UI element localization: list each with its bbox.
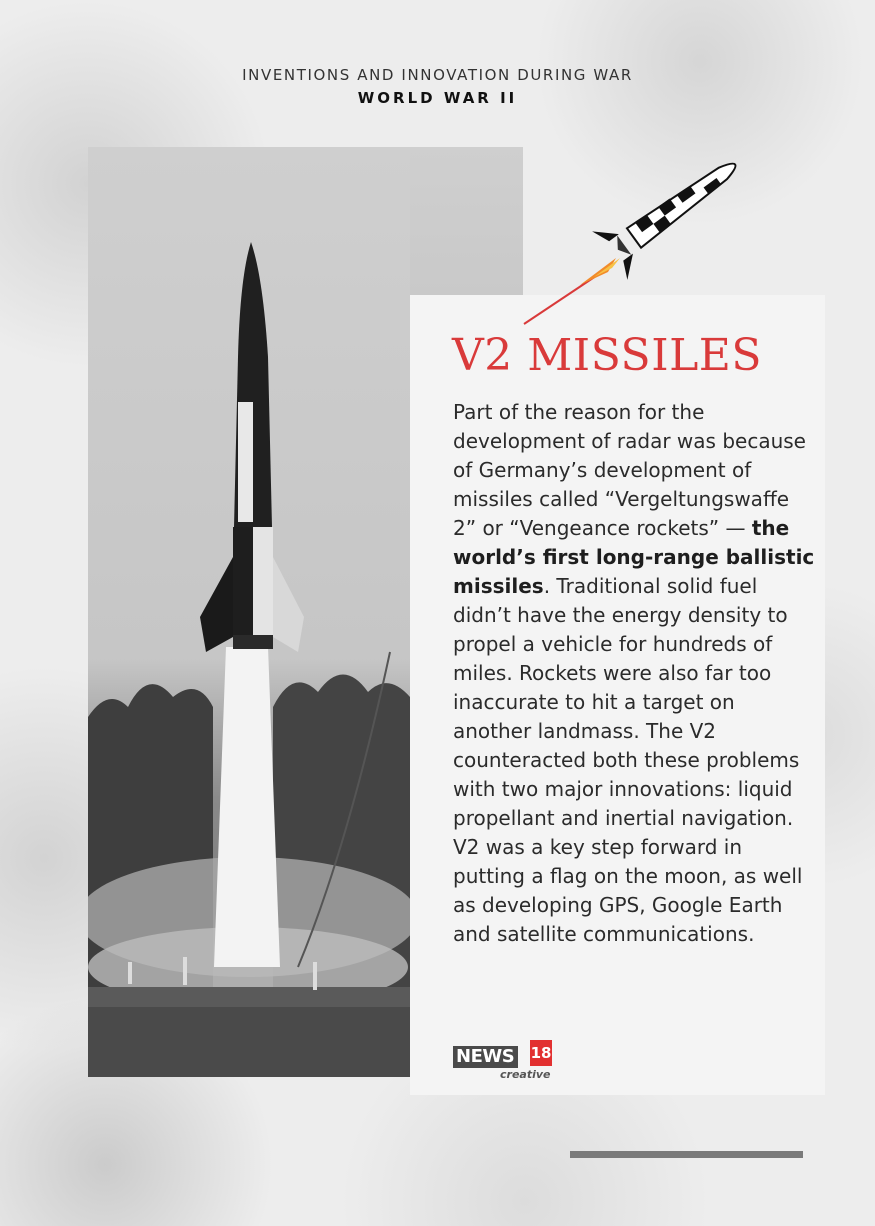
logo-number: 18: [530, 1040, 552, 1066]
logo-news-text: NEWS: [453, 1046, 518, 1068]
body-bold: the world’s first long-range ballistic missiles: [453, 516, 815, 598]
page-subkicker: WORLD WAR II: [357, 89, 518, 107]
body-intro: Part of the reason for the development of radar was because of Germany’s development of missiles called “Vergeltungswaffe 2” or “Vengeance rockets” —: [453, 400, 806, 540]
v2-rocket-icon: [520, 160, 750, 330]
logo-creative-text: creative: [500, 1068, 551, 1081]
article-title: V2 MISSILES: [452, 330, 763, 381]
photo-sky-extension: [410, 147, 523, 295]
v2-launch-photo: [88, 147, 410, 1077]
page-kicker: INVENTIONS AND INNOVATION DURING WAR: [242, 66, 633, 84]
body-rest: . Traditional solid fuel didn’t have the energy density to propel a vehicle for hundreds of miles. Rockets were also far too inaccurate to hit a target on another landmass. The V2 counteracted both these problems with two major innovations: liquid propellant and inertial navigation. V2 was a key step forward in putting a flag on the moon, as well as developing GPS, Google Earth and satellite communications.: [453, 574, 803, 946]
article-body: [453, 398, 818, 949]
news18-creative-logo: [453, 1040, 553, 1080]
decorative-bar: [570, 1151, 803, 1158]
